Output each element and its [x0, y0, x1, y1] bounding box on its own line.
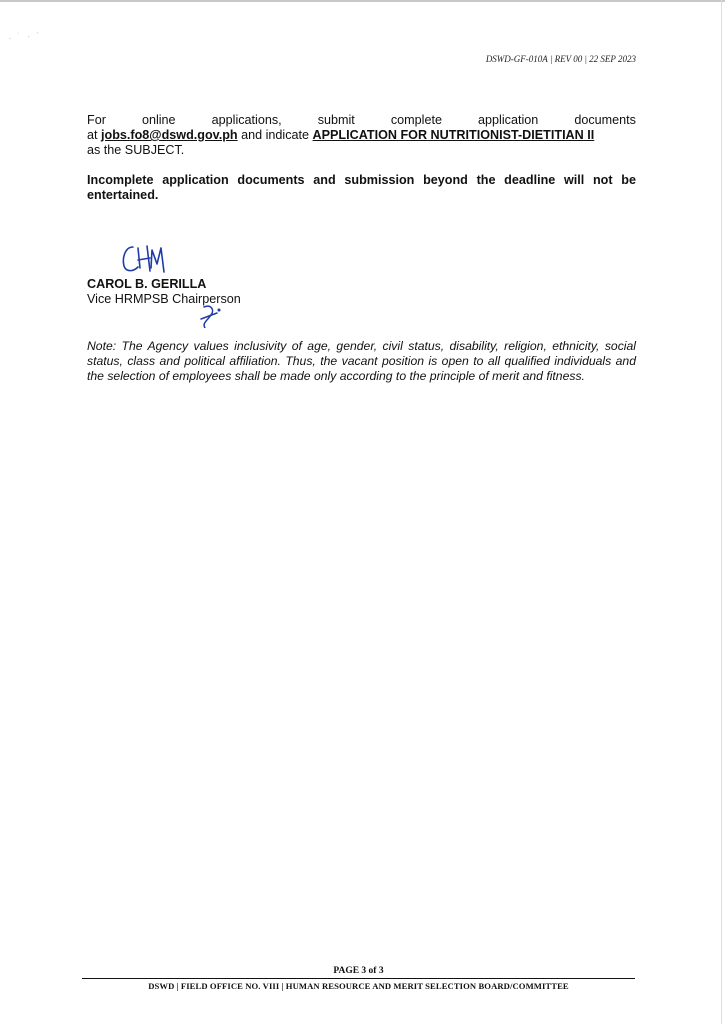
at-text: at	[87, 128, 98, 142]
form-code: DSWD-GF-010A | REV 00 | 22 SEP 2023	[485, 54, 636, 64]
page-number: PAGE 3 of 3	[333, 966, 384, 976]
word: application	[478, 113, 539, 127]
scan-speck: · ˙ . ·	[7, 26, 42, 44]
scan-right-edge	[721, 0, 722, 1024]
word: online	[141, 113, 176, 127]
word: complete	[390, 113, 442, 127]
word: documents	[574, 113, 636, 127]
signature-block	[87, 238, 387, 338]
application-subject: APPLICATION FOR NUTRITIONIST-DIETITIAN II	[312, 128, 595, 142]
scan-top-edge	[0, 0, 725, 2]
page-footer	[82, 966, 635, 991]
signatory-title: Vice HRMPSB Chairperson	[87, 292, 241, 306]
paragraph-second-line	[87, 128, 636, 143]
email-link[interactable]: jobs.fo8@dswd.gov.ph	[101, 128, 238, 142]
paragraph-first-line	[87, 113, 636, 128]
signatory-name: CAROL B. GERILLA	[87, 277, 207, 291]
word: applications,	[211, 113, 282, 127]
inclusivity-note: Note: The Agency values inclusivity of age, gender, civil status, disability, religion, ethnicity, social status, class and political affiliation. Thus, the vacant position is open to all qualified individuals and the selection of employees shall be made only according to the principle of merit and fitness.	[87, 339, 636, 383]
word: For	[87, 113, 106, 127]
subject-tail-text: as the SUBJECT.	[87, 143, 185, 157]
footer-office: DSWD | FIELD OFFICE NO. VIII | HUMAN RESOURCE AND MERIT SELECTION BOARD/COMMITTEE	[148, 981, 569, 991]
indicate-text: and indicate	[241, 128, 310, 142]
word: submit	[317, 113, 355, 127]
online-application-paragraph	[87, 113, 636, 158]
footer-divider	[82, 978, 635, 979]
deadline-warning: Incomplete application documents and submission beyond the deadline will not be entertained.	[87, 173, 636, 202]
body-content	[87, 113, 636, 203]
